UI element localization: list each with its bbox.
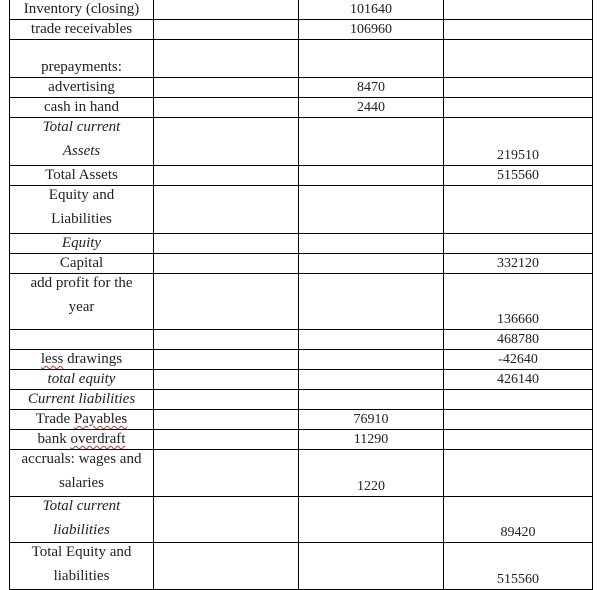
- row-label-cell: [10, 40, 154, 78]
- total-value-cell: [444, 234, 593, 254]
- row-label-cell: [10, 186, 154, 234]
- row-label-cell: [10, 430, 154, 450]
- row-label-cell: [10, 370, 154, 390]
- table-row: [10, 274, 593, 330]
- detail-value-cell: 11290: [299, 430, 444, 450]
- spellcheck-underline: less: [40, 351, 64, 367]
- total-value-cell: 515560: [444, 166, 593, 186]
- detail-value-cell: [299, 234, 444, 254]
- row-label-cell: [10, 98, 154, 118]
- total-value-cell: [444, 40, 593, 78]
- total-value-cell: [444, 20, 593, 40]
- detail-value-cell: 2440: [299, 98, 444, 118]
- row-label-text: Inventory (closing): [23, 1, 140, 17]
- empty-cell: [154, 118, 299, 166]
- total-value-cell: 136660: [444, 274, 593, 330]
- table-row: [10, 390, 593, 410]
- detail-value-cell: [299, 350, 444, 370]
- spellcheck-underline: Payables: [73, 411, 128, 427]
- detail-value-cell: 76910: [299, 410, 444, 430]
- total-value-cell: 515560: [444, 543, 593, 590]
- table-row: [10, 98, 593, 118]
- row-label-text: Trade Payables: [35, 411, 128, 427]
- row-label-text: total equity: [47, 371, 116, 387]
- empty-cell: [154, 543, 299, 590]
- row-label-text: Total Equity and: [31, 544, 132, 560]
- total-value-cell: -42640: [444, 350, 593, 370]
- empty-cell: [154, 234, 299, 254]
- detail-value-cell: 101640: [299, 0, 444, 20]
- detail-value-cell: 8470: [299, 78, 444, 98]
- row-label-cell: [10, 274, 154, 330]
- table-row: [10, 254, 593, 274]
- detail-value-cell: [299, 186, 444, 234]
- empty-cell: [154, 254, 299, 274]
- detail-value-cell: [299, 390, 444, 410]
- row-label-text: less drawings: [40, 351, 123, 367]
- row-label-text: liabilities: [53, 522, 110, 538]
- table-row: [10, 430, 593, 450]
- detail-value-cell: [299, 118, 444, 166]
- row-label-cell: [10, 234, 154, 254]
- balance-sheet-body: [10, 0, 593, 590]
- table-row: [10, 410, 593, 430]
- table-row: [10, 350, 593, 370]
- row-label-text: bank overdraft: [37, 431, 126, 447]
- empty-cell: [154, 186, 299, 234]
- empty-cell: [154, 370, 299, 390]
- row-label-cell: [10, 497, 154, 543]
- row-label-text: Liabilities: [51, 211, 112, 227]
- total-value-cell: 468780: [444, 330, 593, 350]
- detail-value-cell: [299, 166, 444, 186]
- row-label-cell: [10, 350, 154, 370]
- empty-cell: [154, 78, 299, 98]
- row-label-text: accruals: wages and: [21, 451, 142, 467]
- row-label-text: Total current: [42, 498, 121, 514]
- row-label-text: cash in hand: [44, 99, 119, 115]
- detail-value-cell: [299, 330, 444, 350]
- row-label-text: advertising: [48, 79, 115, 95]
- row-label-cell: [10, 410, 154, 430]
- row-label-cell: [10, 543, 154, 590]
- row-label-text: Capital: [59, 255, 104, 271]
- total-value-cell: 219510: [444, 118, 593, 166]
- row-label-cell: [10, 254, 154, 274]
- table-row: [10, 166, 593, 186]
- row-label-cell: [10, 450, 154, 497]
- detail-value-cell: 106960: [299, 20, 444, 40]
- row-label-text: Equity: [61, 235, 102, 251]
- table-row: [10, 497, 593, 543]
- table-row: [10, 370, 593, 390]
- row-label-cell: [10, 166, 154, 186]
- detail-value-cell: 1220: [299, 450, 444, 497]
- table-row: [10, 234, 593, 254]
- detail-value-cell: [299, 254, 444, 274]
- row-label-text: Total Assets: [45, 167, 118, 183]
- row-label-text: liabilities: [53, 568, 110, 584]
- total-value-cell: [444, 186, 593, 234]
- row-label-cell: [10, 118, 154, 166]
- table-row: [10, 330, 593, 350]
- total-value-cell: 89420: [444, 497, 593, 543]
- empty-cell: [154, 20, 299, 40]
- empty-cell: [154, 166, 299, 186]
- empty-cell: [154, 330, 299, 350]
- row-label-text: Total current: [42, 119, 121, 135]
- empty-cell: [154, 350, 299, 370]
- empty-cell: [154, 497, 299, 543]
- table-row: [10, 186, 593, 234]
- table-row: [10, 78, 593, 98]
- table-row: [10, 20, 593, 40]
- detail-value-cell: [299, 497, 444, 543]
- table-row: [10, 543, 593, 590]
- total-value-cell: [444, 390, 593, 410]
- total-value-cell: [444, 450, 593, 497]
- spellcheck-underline: overdraft: [70, 431, 126, 447]
- row-label-text: Current liabilities: [27, 391, 136, 407]
- table-row: [10, 450, 593, 497]
- row-label-text: Assets: [62, 143, 101, 159]
- table-row: [10, 0, 593, 20]
- row-label-cell: [10, 0, 154, 20]
- empty-cell: [154, 274, 299, 330]
- detail-value-cell: [299, 274, 444, 330]
- total-value-cell: 426140: [444, 370, 593, 390]
- total-value-cell: [444, 0, 593, 20]
- table-row: [10, 40, 593, 78]
- row-label-text: prepayments:: [41, 59, 122, 75]
- total-value-cell: 332120: [444, 254, 593, 274]
- row-label-text: year: [68, 299, 95, 315]
- empty-cell: [154, 410, 299, 430]
- detail-value-cell: [299, 543, 444, 590]
- empty-cell: [154, 40, 299, 78]
- detail-value-cell: [299, 370, 444, 390]
- empty-cell: [154, 390, 299, 410]
- empty-cell: [154, 430, 299, 450]
- empty-cell: [154, 0, 299, 20]
- total-value-cell: [444, 430, 593, 450]
- row-label-text: add profit for the: [30, 275, 133, 291]
- row-label-cell: [10, 390, 154, 410]
- row-label-text: salaries: [59, 475, 104, 491]
- total-value-cell: [444, 78, 593, 98]
- empty-cell: [154, 450, 299, 497]
- detail-value-cell: [299, 40, 444, 78]
- row-label-text: trade receivables: [30, 21, 133, 37]
- row-label-cell: [10, 78, 154, 98]
- row-label-cell: [10, 20, 154, 40]
- balance-sheet-table: [9, 0, 593, 590]
- table-row: [10, 118, 593, 166]
- row-label-text: Equity and: [48, 187, 115, 203]
- total-value-cell: [444, 98, 593, 118]
- total-value-cell: [444, 410, 593, 430]
- empty-cell: [154, 98, 299, 118]
- row-label-cell: [10, 330, 154, 350]
